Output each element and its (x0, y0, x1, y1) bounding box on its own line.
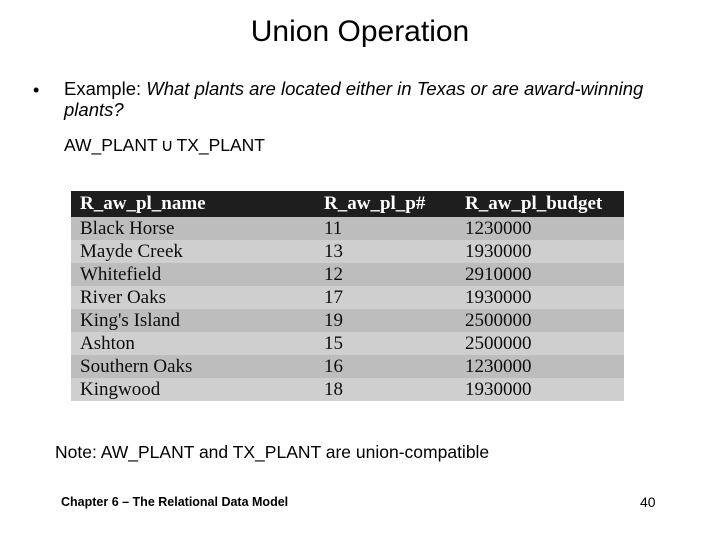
result-table (71, 191, 624, 401)
cell-budget: 1230000 (456, 217, 624, 240)
table-row (71, 355, 624, 378)
cell-plant-number: 16 (315, 355, 456, 378)
cell-name: Black Horse (71, 217, 315, 240)
cell-budget: 1930000 (456, 378, 624, 401)
cell-name: King's Island (71, 309, 315, 332)
cell-plant-number: 15 (315, 332, 456, 355)
cell-budget: 1930000 (456, 286, 624, 309)
table-row (71, 332, 624, 355)
cell-budget: 2500000 (456, 309, 624, 332)
cell-name: Southern Oaks (71, 355, 315, 378)
cell-name: Mayde Creek (71, 240, 315, 263)
column-header-budget: R_aw_pl_budget (456, 191, 624, 217)
cell-budget: 1930000 (456, 240, 624, 263)
column-header-name: R_aw_pl_name (71, 191, 315, 217)
cell-budget: 1230000 (456, 355, 624, 378)
slide-title: Union Operation (250, 15, 470, 48)
bullet-label: Example: (64, 78, 142, 99)
union-compatibility-note: Note: AW_PLANT and TX_PLANT are union-compatible (55, 442, 490, 462)
cell-name: Kingwood (71, 378, 315, 401)
table-row (71, 286, 624, 309)
table-row (71, 378, 624, 401)
result-table-container (71, 191, 624, 401)
table-row (71, 309, 624, 332)
union-operator: ∪ (160, 135, 174, 155)
bullet-text (64, 78, 649, 120)
cell-budget: 2910000 (456, 263, 624, 286)
bullet-marker: • (33, 80, 40, 100)
union-expression (64, 135, 265, 155)
page-number: 40 (640, 494, 656, 510)
table-header-row (71, 191, 624, 217)
column-header-plant-number: R_aw_pl_p# (315, 191, 456, 217)
cell-name: Ashton (71, 332, 315, 355)
bullet-question: What plants are located either in Texas or are award-winning plants? (64, 78, 644, 120)
cell-plant-number: 11 (315, 217, 456, 240)
table-row (71, 217, 624, 240)
table-row (71, 240, 624, 263)
cell-name: River Oaks (71, 286, 315, 309)
cell-plant-number: 18 (315, 378, 456, 401)
cell-plant-number: 19 (315, 309, 456, 332)
cell-budget: 2500000 (456, 332, 624, 355)
cell-plant-number: 13 (315, 240, 456, 263)
cell-name: Whitefield (71, 263, 315, 286)
expression-right: TX_PLANT (176, 135, 265, 155)
chapter-footer: Chapter 6 – The Relational Data Model (61, 495, 289, 509)
cell-plant-number: 17 (315, 286, 456, 309)
table-row (71, 263, 624, 286)
cell-plant-number: 12 (315, 263, 456, 286)
expression-left: AW_PLANT (64, 135, 158, 155)
